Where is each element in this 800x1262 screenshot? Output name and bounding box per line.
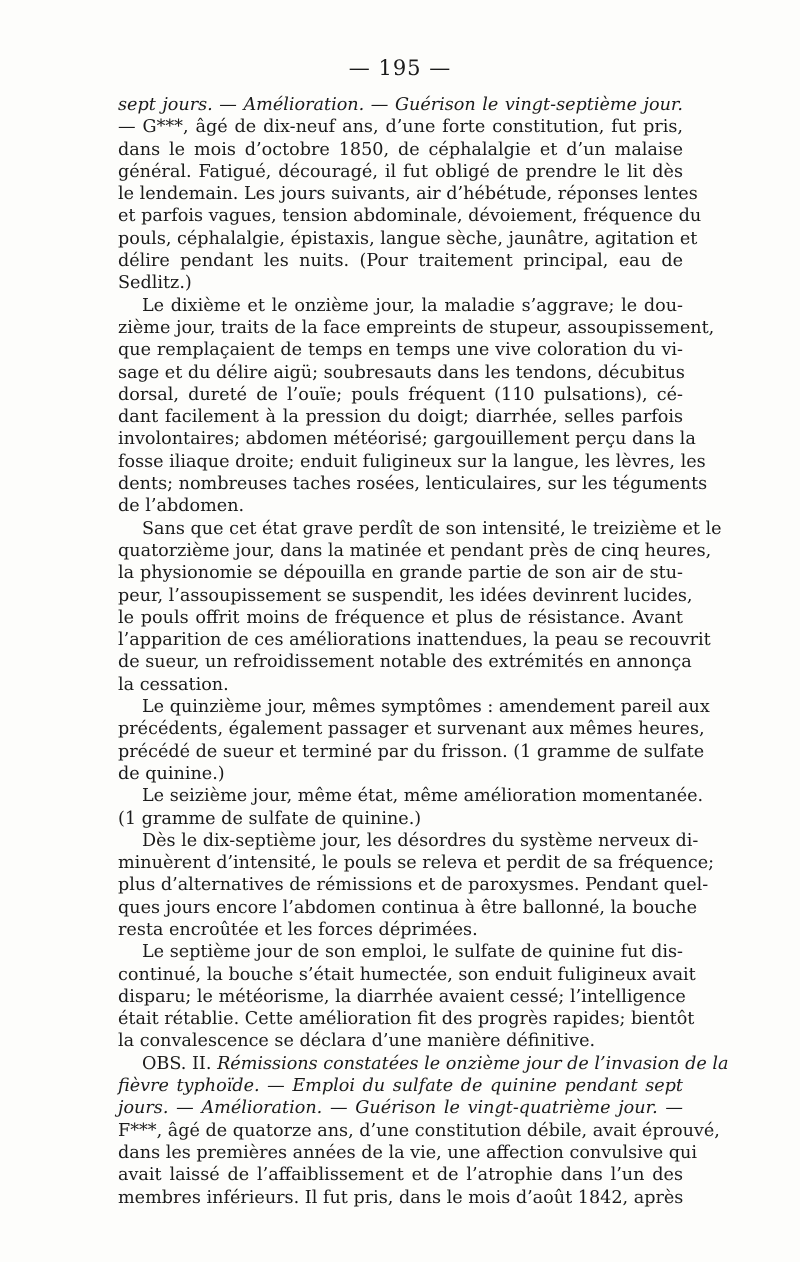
text-line: jours. — Amélioration. — Guérison le vingt-quatrième jour. —	[118, 1098, 683, 1119]
text-line: Dès le dix-septième jour, les désordres du système nerveux di-	[142, 830, 699, 851]
text-line: resta encroûtée et les forces déprimées.	[118, 919, 478, 940]
text-line: Le septième jour de son emploi, le sulfate de quinine fut dis-	[142, 942, 683, 963]
text-line: la cessation.	[118, 674, 229, 695]
text-line: dans le mois d’octobre 1850, de céphalalgie et d’un malaise	[118, 139, 683, 160]
text-line: sept jours. — Amélioration. — Guérison le vingt-septième jour.	[118, 95, 683, 115]
text-line: et parfois vagues, tension abdominale, dévoiement, fréquence du	[118, 206, 702, 227]
text-line: précédents, également passager et survenant aux mêmes heures,	[118, 719, 705, 740]
text-line: était rétablie. Cette amélioration fit des progrès rapides; bientôt	[118, 1009, 695, 1030]
text-line: de quinine.)	[118, 763, 225, 784]
text-line: de l’abdomen.	[118, 496, 245, 517]
text-line: — G***, âgé de dix-neuf ans, d’une forte constitution, fut pris,	[118, 117, 683, 138]
text-line: le lendemain. Les jours suivants, air d’hébétude, réponses lentes	[118, 184, 698, 205]
text-line: zième jour, traits de la face empreints de stupeur, assoupissement,	[118, 317, 715, 338]
text-line: la convalescence se déclara d’une manière définitive.	[118, 1031, 596, 1052]
text-line: dans les premières années de la vie, une affection convulsive qui	[118, 1142, 697, 1163]
text-line: que remplaçaient de temps en temps une vive coloration du vi-	[118, 340, 683, 361]
text-line: ques jours encore l’abdomen continua à être ballonné, la bouche	[118, 897, 698, 918]
text-line: fièvre typhoïde. — Emploi du sulfate de quinine pendant sept	[118, 1076, 683, 1097]
text-line: OBS. II. Rémissions constatées le onzième jour de l’invasion de la	[142, 1053, 729, 1074]
text-line: l’apparition de ces améliorations inattendues, la peau se recouvrit	[118, 630, 711, 651]
text-line: continué, la bouche s’était humectée, son enduit fuligineux avait	[118, 964, 696, 985]
text-line: dant facilement à la pression du doigt; diarrhée, selles parfois	[118, 407, 683, 428]
text-line: le pouls offrit moins de fréquence et plus de résistance. Avant	[118, 607, 683, 628]
text-line: (1 gramme de sulfate de quinine.)	[118, 808, 422, 829]
text-line: membres inférieurs. Il fut pris, dans le mois d’août 1842, après	[118, 1187, 684, 1208]
page-number: — 195 —	[348, 56, 452, 80]
text-line: Le dixième et le onzième jour, la maladie s’aggrave; le dou-	[142, 295, 683, 316]
text-line: avait laissé de l’affaiblissement et de l’atrophie dans l’un des	[118, 1165, 683, 1186]
text-line: pouls, céphalalgie, épistaxis, langue sèche, jaunâtre, agitation et	[118, 228, 698, 249]
text-line: Sans que cet état grave perdît de son intensité, le treizième et le	[142, 518, 722, 539]
text-line: quatorzième jour, dans la matinée et pendant près de cinq heures,	[118, 540, 712, 561]
text-line: dorsal, dureté de l’ouïe; pouls fréquent (110 pulsations), cé-	[118, 384, 683, 405]
text-line: dents; nombreuses taches rosées, lenticulaires, sur les téguments	[118, 474, 708, 495]
text-line: minuèrent d’intensité, le pouls se releva et perdit de sa fréquence;	[118, 853, 715, 874]
text-line: involontaires; abdomen météorisé; gargouillement perçu dans la	[118, 429, 696, 450]
text-line: disparu; le météorisme, la diarrhée avaient cessé; l’intelligence	[118, 986, 686, 1007]
text-line: la physionomie se dépouilla en grande partie de son air de stu-	[118, 563, 683, 584]
text-line: Le quinzième jour, mêmes symptômes : amendement pareil aux	[142, 697, 710, 718]
text-line: F***, âgé de quatorze ans, d’une constitution débile, avait éprouvé,	[118, 1120, 720, 1141]
text-line: précédé de sueur et terminé par du frisson. (1 gramme de sulfate	[118, 741, 705, 762]
text-line: fosse iliaque droite; enduit fuligineux sur la langue, les lèvres, les	[118, 451, 706, 472]
text-line: Sedlitz.)	[118, 273, 192, 294]
text-line: délire pendant les nuits. (Pour traitement principal, eau de	[118, 251, 683, 272]
text-line: peur, l’assoupissement se suspendit, les idées devinrent lucides,	[118, 585, 693, 606]
body-text	[118, 94, 729, 1209]
text-line: général. Fatigué, découragé, il fut obligé de prendre le lit dès	[118, 161, 683, 182]
text-line: plus d’alternatives de rémissions et de paroxysmes. Pendant quel-	[118, 875, 709, 896]
text-line: sage et du délire aigü; soubresauts dans les tendons, décubitus	[118, 362, 685, 383]
text-line: Le seizième jour, même état, même amélioration momentanée.	[142, 786, 704, 807]
text-line: de sueur, un refroidissement notable des extrémités en annonça	[118, 652, 692, 673]
